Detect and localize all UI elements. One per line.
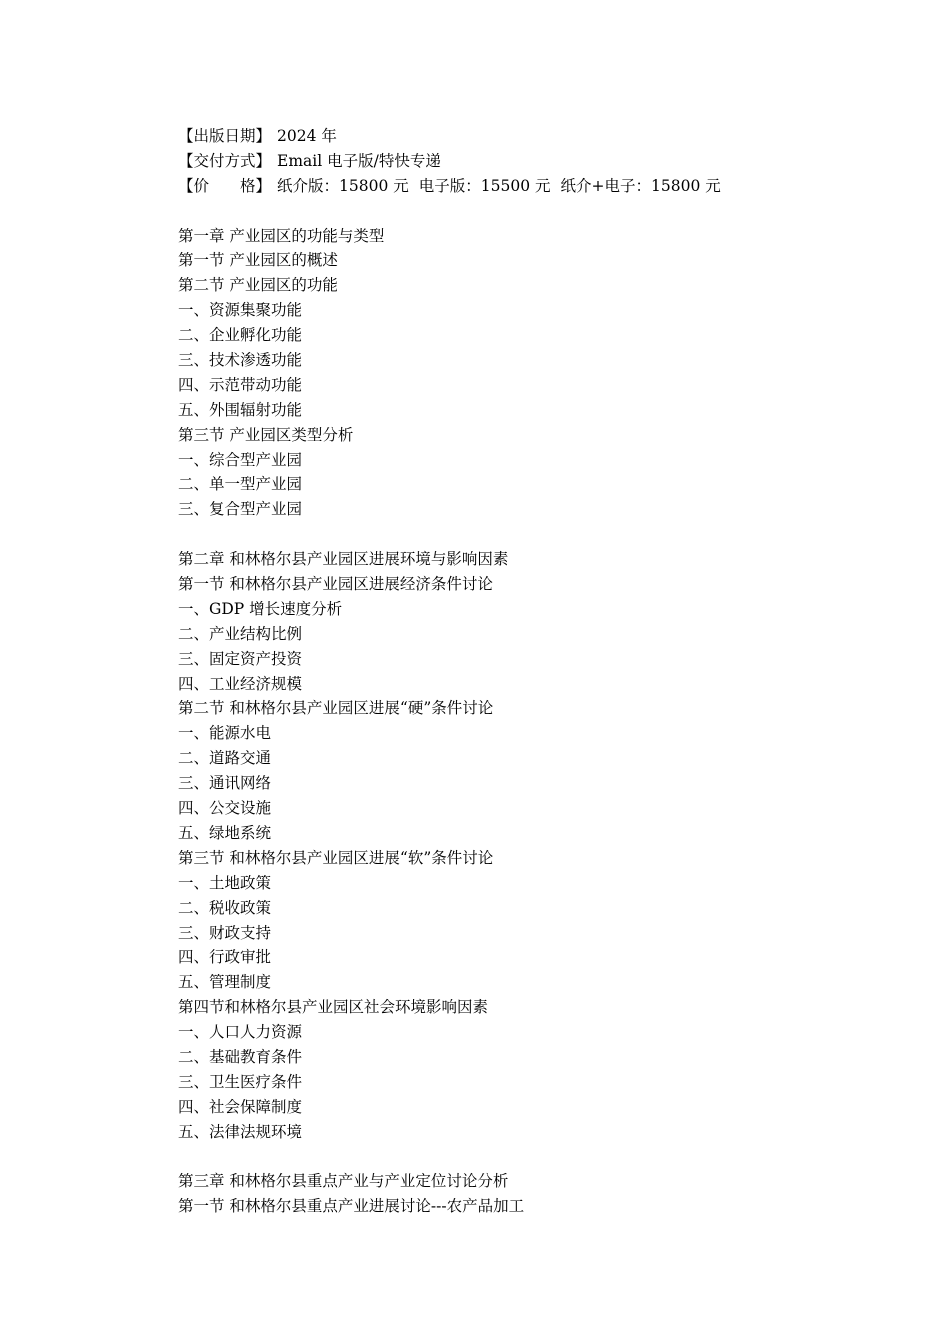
section-title: 第一节 和林格尔县产业园区进展经济条件讨论 <box>178 575 493 594</box>
chapter-title: 第一章 产业园区的功能与类型 <box>178 226 385 245</box>
price-combo: 纸介+电子：15800 元 <box>560 176 721 195</box>
toc-item: 二、单一型产业园 <box>178 475 303 494</box>
toc-item: 五、外围辐射功能 <box>178 400 303 419</box>
price-label: 【价 格】 <box>178 176 272 195</box>
toc-item: 一、GDP 增长速度分析 <box>178 599 343 618</box>
price-electronic: 电子版：15500 元 <box>418 176 551 195</box>
publish-date-row <box>178 124 878 149</box>
toc-item: 五、法律法规环境 <box>178 1122 303 1141</box>
delivery-label: 【交付方式】 <box>178 151 272 170</box>
toc-item: 二、道路交通 <box>178 749 272 768</box>
toc-item: 四、公交设施 <box>178 799 272 818</box>
section-title: 第四节和林格尔县产业园区社会环境影响因素 <box>178 998 489 1017</box>
toc-item: 五、管理制度 <box>178 973 272 992</box>
toc-item: 一、能源水电 <box>178 724 272 743</box>
toc-item: 三、固定资产投资 <box>178 649 303 668</box>
toc-item: 三、复合型产业园 <box>178 500 303 519</box>
toc-chapter-1 <box>178 224 878 523</box>
toc-item: 二、企业孵化功能 <box>178 326 303 345</box>
chapter-title: 第二章 和林格尔县产业园区进展环境与影响因素 <box>178 550 509 569</box>
toc-item: 三、通讯网络 <box>178 774 272 793</box>
toc-item: 二、税收政策 <box>178 898 272 917</box>
report-meta <box>178 124 878 199</box>
section-title: 第三节 产业园区类型分析 <box>178 425 354 444</box>
publish-date-value: 2024 年 <box>277 127 337 145</box>
delivery-row <box>178 149 878 174</box>
toc-item: 二、基础教育条件 <box>178 1047 303 1066</box>
toc-item: 三、卫生医疗条件 <box>178 1072 303 1091</box>
toc-item: 三、财政支持 <box>178 923 272 942</box>
toc-item: 四、工业经济规模 <box>178 674 303 693</box>
toc-item: 四、示范带动功能 <box>178 375 303 394</box>
toc-item: 五、绿地系统 <box>178 823 272 842</box>
price-row <box>178 174 878 199</box>
section-title: 第一节 产业园区的概述 <box>178 251 338 270</box>
price-paper: 纸介版：15800 元 <box>277 176 409 195</box>
section-title: 第三节 和林格尔县产业园区进展“软”条件讨论 <box>178 848 494 867</box>
toc-item: 一、人口人力资源 <box>178 1023 303 1042</box>
chapter-title: 第三章 和林格尔县重点产业与产业定位讨论分析 <box>178 1172 509 1191</box>
toc-item: 四、社会保障制度 <box>178 1097 303 1116</box>
section-title: 第二节 产业园区的功能 <box>178 276 338 295</box>
toc-item: 二、产业结构比例 <box>178 624 303 643</box>
toc-item: 四、行政审批 <box>178 948 272 967</box>
toc-chapter-2 <box>178 547 878 1144</box>
toc-item: 三、技术渗透功能 <box>178 351 303 370</box>
publish-date-label: 【出版日期】 <box>178 127 272 145</box>
toc-chapter-3 <box>178 1169 878 1219</box>
document-page <box>178 124 878 1219</box>
section-title: 第一节 和林格尔县重点产业进展讨论---农产品加工 <box>178 1197 525 1216</box>
toc-item: 一、综合型产业园 <box>178 450 303 469</box>
toc-item: 一、土地政策 <box>178 873 272 892</box>
toc-item: 一、资源集聚功能 <box>178 301 303 320</box>
delivery-value: Email 电子版/特快专递 <box>277 151 441 170</box>
section-title: 第二节 和林格尔县产业园区进展“硬”条件讨论 <box>178 699 494 718</box>
